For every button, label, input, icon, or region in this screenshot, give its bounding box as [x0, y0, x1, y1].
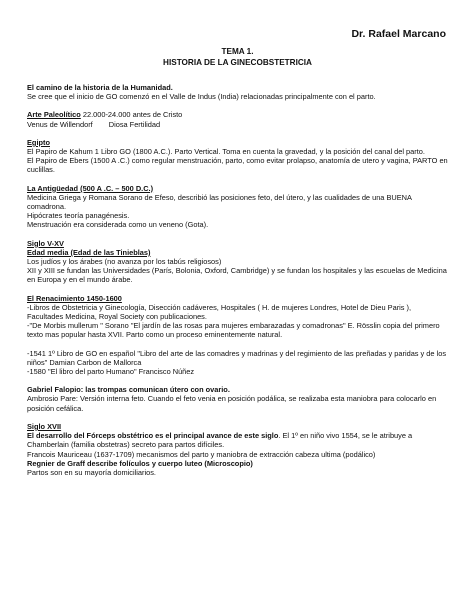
- section-renacimiento: [27, 294, 448, 377]
- paragraph: El Papiro de Ebers (1500 A .C.) como regular menstruación, parto, como evitar prolapso, anatomía de utero y vagina, PARTO en cuclillas.: [27, 156, 448, 175]
- section-camino-historia: [27, 83, 448, 101]
- topic-number: TEMA 1.: [221, 47, 254, 56]
- section-heading: Siglo XVII: [27, 421, 62, 431]
- section-siglo-xvii: [27, 422, 448, 477]
- paragraph: XII y XIII se fundan las Universidades (París, Bolonia, Oxford, Cambridge) y se fundan los hospitales y las escuelas de Medicina en Europa y en el mundo árabe.: [27, 266, 447, 285]
- paragraph: Ambrosio Pare: Versión interna feto. Cuando el feto venia en posición podálica, se realizaba esta maniobra para colocarlo en posición cefálica.: [27, 394, 437, 413]
- section-heading-line: [27, 110, 448, 119]
- section-antiguedad: [27, 184, 448, 230]
- paragraph: -"De Morbis mullerum " Sorano "El jardín de las rosas para mujeres embarazadas y comadronas" E. Rösslin copia del primero texto mas popular hasta XVII. Parto como un proceso eminentemente natural.: [27, 321, 440, 340]
- section-heading: El camino de la historia de la Humanidad.: [27, 83, 173, 92]
- date-range: 22.000-24.000 antes de Cristo: [80, 110, 183, 120]
- paragraph: [27, 120, 448, 129]
- section-heading: La Antigüedad (500 A .C. – 500 D.C.): [27, 183, 154, 193]
- highlight-text: El desarrollo del Fórceps obstétrico es el principal avance de este siglo: [27, 431, 279, 441]
- section-heading: Siglo V-XV: [27, 238, 64, 248]
- section-heading: Egipto: [27, 137, 50, 147]
- paragraph: [27, 431, 448, 449]
- paragraph: Se cree que el inicio de GO comenzó en el Valle de Indus (India) relacionadas principalmente con el parto.: [27, 92, 376, 102]
- section-falopio: [27, 385, 448, 413]
- paragraph: Partos son en su mayoría domiciliarios.: [27, 467, 156, 477]
- author-name: Dr. Rafael Marcano: [351, 28, 446, 40]
- section-heading: Arte Paleolítico: [27, 110, 81, 120]
- paragraph: -1580 "El libro del parto Humano" Francisco Núñez: [27, 367, 195, 377]
- paragraph-rest: . El 1º en niño vivo 1554, se le atribuye a Chamberlain (familia obstetras) secreto para partos difíciles.: [27, 431, 413, 450]
- title-block: [27, 46, 448, 68]
- paragraph: Hipócrates teoría panagénesis.: [27, 211, 130, 221]
- section-heading: Gabriel Falopio: las trompas comunican útero con ovario.: [27, 385, 230, 395]
- paragraph: Menstruación era considerada como un veneno (Gota).: [27, 220, 209, 230]
- paragraph: Medicina Griega y Romana Sorano de Efeso, describió las posiciones feto, del útero, y las cualidades de una BUENA comadrona.: [27, 192, 412, 212]
- section-arte-paleolitico: [27, 110, 448, 128]
- paragraph: El Papiro de Kahum 1 Libro GO (1800 A.C.). Parto Vertical. Toma en cuenta la gravedad, y la posición del canal del parto.: [27, 147, 425, 157]
- section-egipto: [27, 138, 448, 175]
- paragraph: Los judíos y los árabes (no avanza por los tabús religiosos): [27, 257, 222, 267]
- list-item: Venus de Willendorf: [27, 119, 93, 129]
- list-item: Diosa Fertilidad: [108, 119, 161, 129]
- paragraph: Regnier de Graff describe folículos y cuerpo luteo (Microscopio): [27, 458, 253, 468]
- paragraph: -1541 1º Libro de GO en español "Libro del arte de las comadres y madrinas y del regimiento de las preñadas y paridas y de los niños" Damian Carbon de Mallorca: [27, 348, 447, 367]
- document-title: HISTORIA DE LA GINECOBSTETRICIA: [163, 58, 312, 67]
- paragraph: -Libros de Obstetricia y Ginecología, Disección cadáveres, Hospitales ( H. de mujeres Londres, Hotel de Dieu Paris ), Facultades Medicina, Royal Society con publicaciones.: [27, 302, 412, 322]
- section-heading: El Renacimiento 1450-1600: [27, 293, 122, 303]
- section-edad-media: [27, 239, 448, 285]
- paragraph: Francois Mauriceau (1637-1709) mecanismos del parto y maniobra de extracción cabeza ultima (podálico): [27, 449, 376, 459]
- section-subheading: Edad media (Edad de las Tinieblas): [27, 247, 151, 257]
